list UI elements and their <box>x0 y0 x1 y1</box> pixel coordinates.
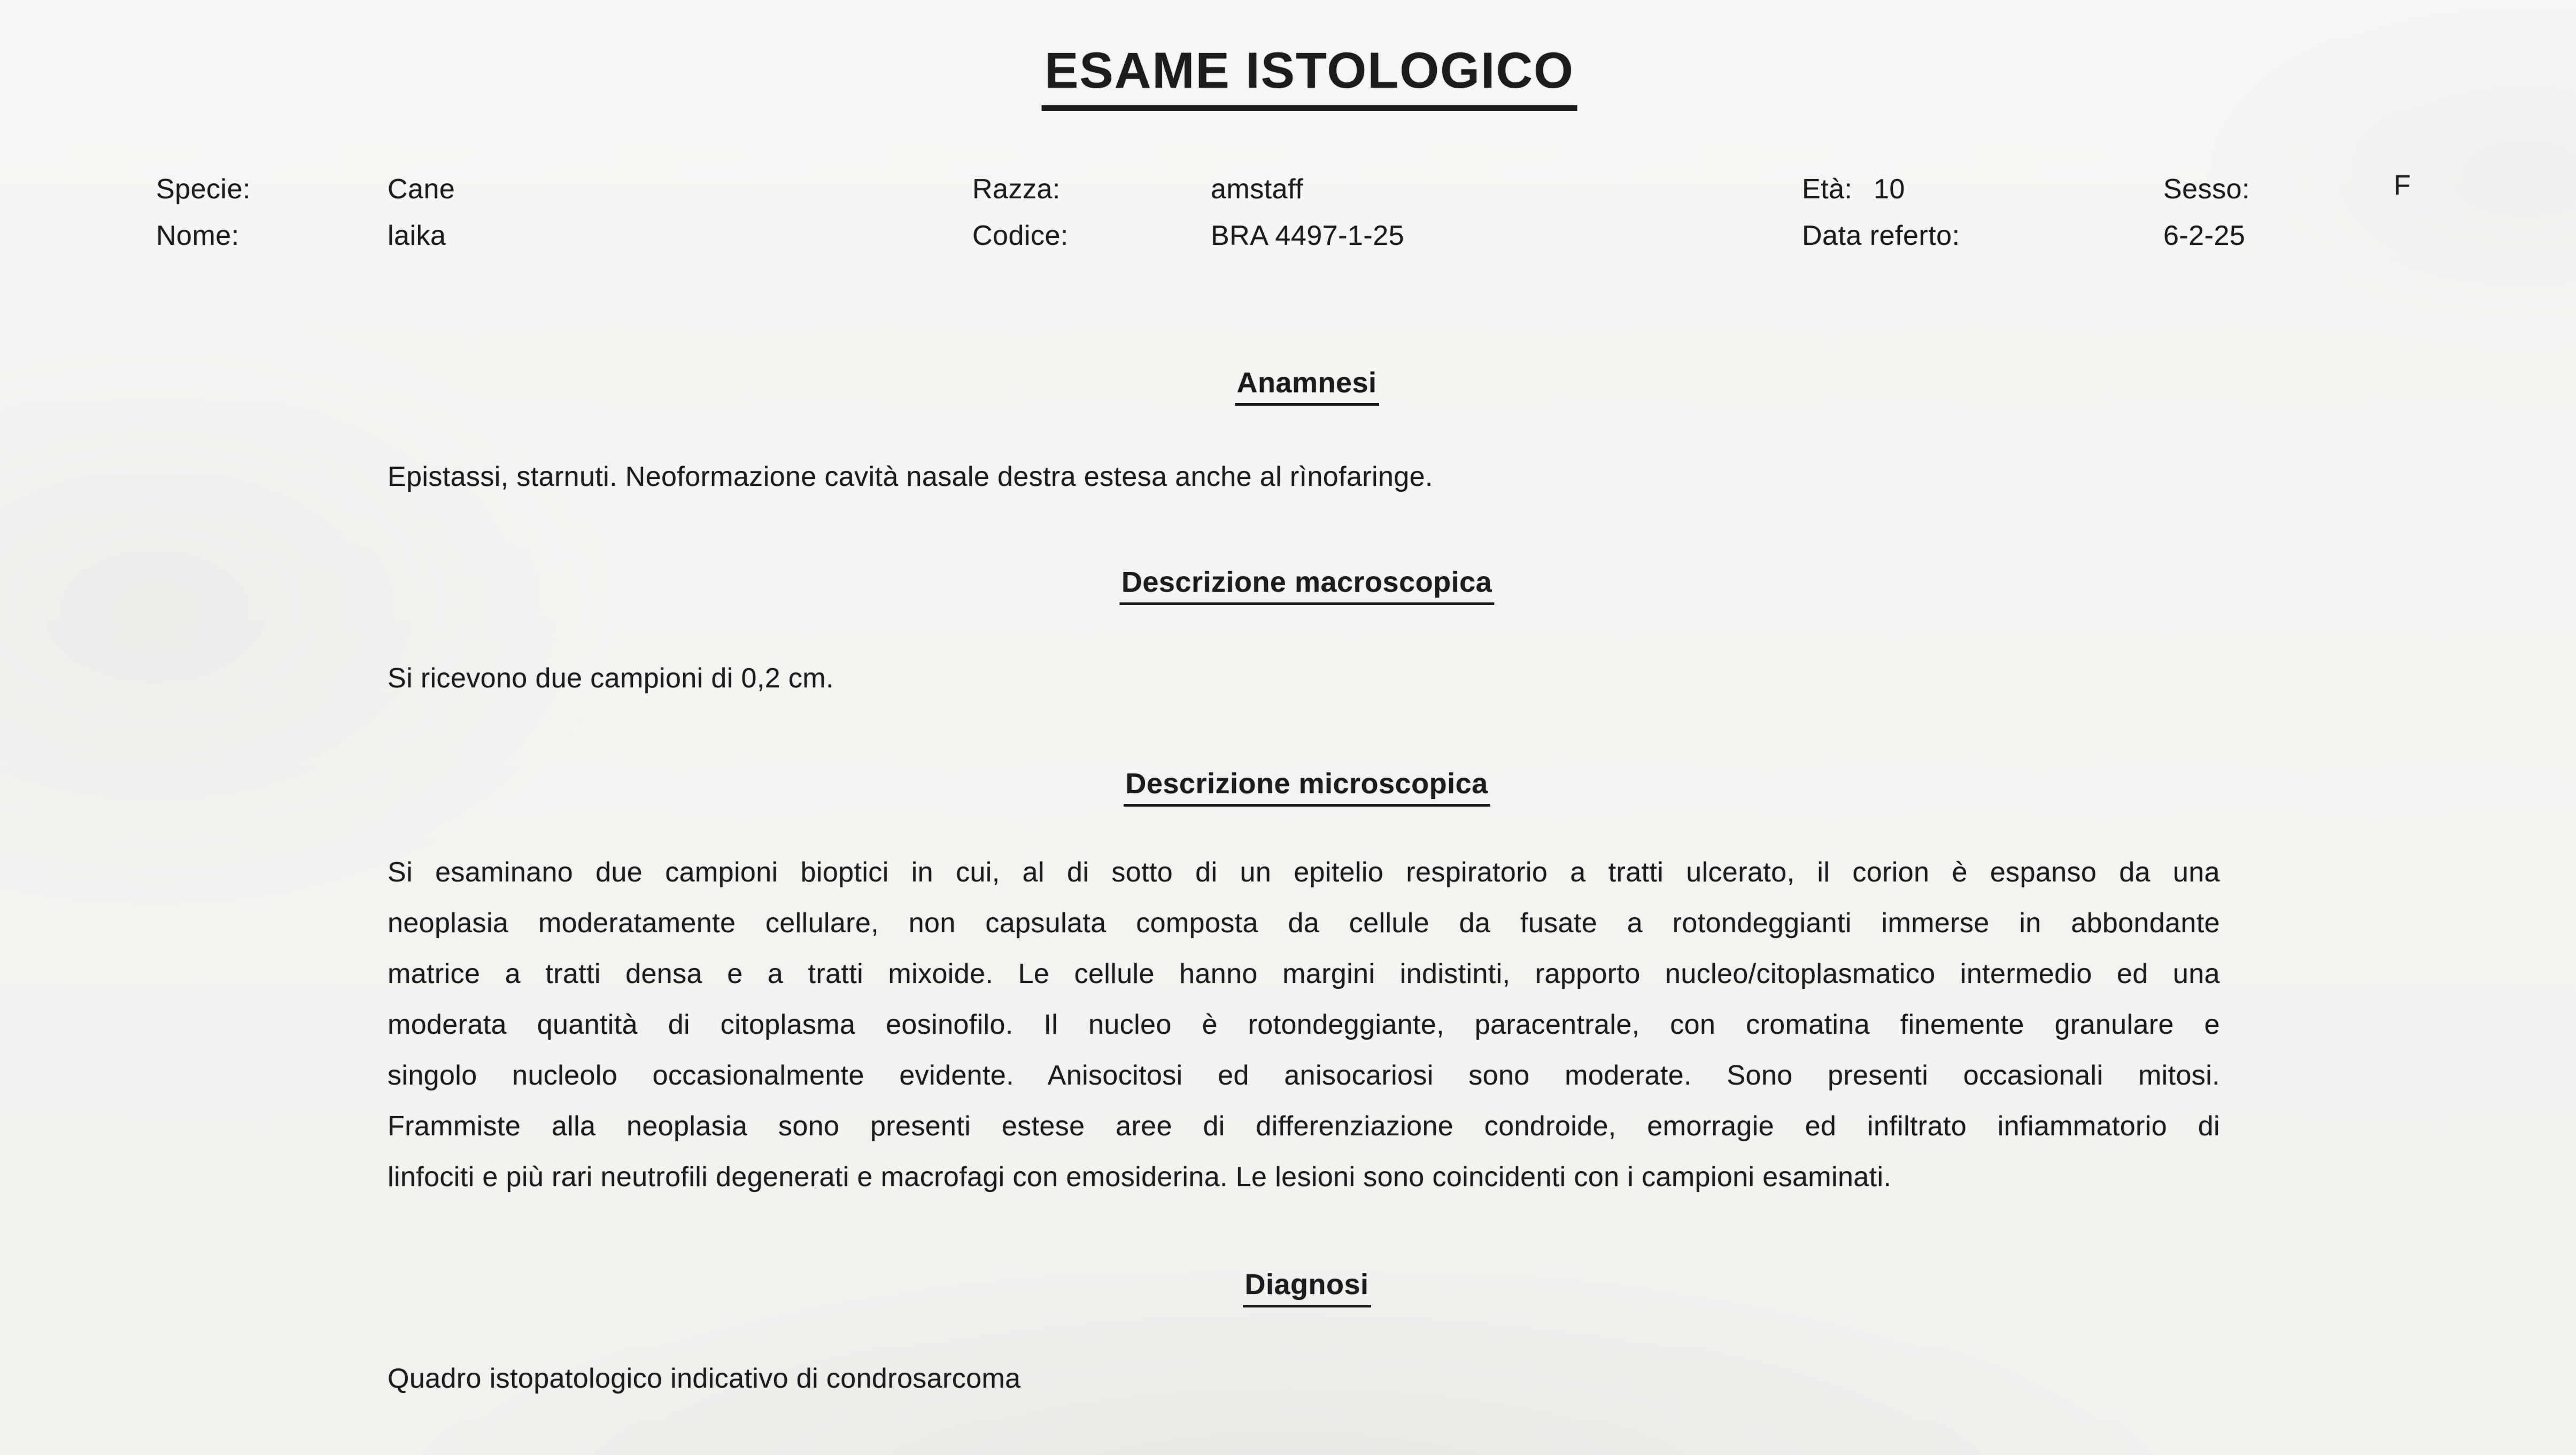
descrizione-macroscopica-body: Si ricevono due campioni di 0,2 cm. <box>388 663 834 694</box>
field-codice-label: Codice: <box>972 220 1069 251</box>
microscopica-line: linfociti e più rari neutrofili degenerati e macrofagi con emosiderina. Le lesioni sono coincidenti con i campioni esaminati. <box>388 1162 1892 1193</box>
field-data-referto-label: Data referto: <box>1802 220 1960 251</box>
microscopica-line: Si esaminano due campioni bioptici in cui, al di sotto di un epitelio respiratorio a tratti ulcerato, il corion è espanso da una <box>388 857 2220 888</box>
field-razza-value: amstaff <box>1211 174 1304 205</box>
anamnesi-heading: Anamnesi <box>1234 366 1379 406</box>
field-nome-label: Nome: <box>156 220 239 251</box>
microscopica-line: Frammiste alla neoplasia sono presenti estese aree di differenziazione condroide, emorragie ed infiltrato infiammatorio di <box>388 1111 2220 1142</box>
microscopica-line: matrice a tratti densa e a tratti mixoide. Le cellule hanno margini indistinti, rapporto nucleo/citoplasmatico intermedio ed una <box>388 958 2220 989</box>
descrizione-microscopica-heading: Descrizione microscopica <box>1123 767 1490 807</box>
report-title: ESAME ISTOLOGICO <box>1041 42 1577 111</box>
field-nome-value: laika <box>388 220 446 251</box>
field-sesso-label: Sesso: <box>2163 174 2250 205</box>
field-data-referto-value: 6-2-25 <box>2163 220 2246 251</box>
diagnosi-heading: Diagnosi <box>1242 1268 1371 1307</box>
descrizione-microscopica-body <box>388 847 2220 1203</box>
field-eta-label: Età: <box>1802 174 1853 205</box>
field-sesso-value: F <box>2394 170 2411 201</box>
anamnesi-body: Epistassi, starnuti. Neoformazione cavità nasale destra estesa anche al rìnofaringe. <box>388 461 1433 492</box>
microscopica-line: singolo nucleolo occasionalmente evidente. Anisocitosi ed anisocariosi sono moderate. Sono presenti occasionali mitosi. <box>388 1060 2220 1091</box>
diagnosi-body: Quadro istopatologico indicativo di condrosarcoma <box>388 1363 1021 1394</box>
field-specie-value: Cane <box>388 174 455 205</box>
field-eta-value: 10 <box>1874 174 1905 205</box>
descrizione-macroscopica-heading: Descrizione macroscopica <box>1119 566 1494 605</box>
field-razza-label: Razza: <box>972 174 1061 205</box>
microscopica-line: moderata quantità di citoplasma eosinofilo. Il nucleo è rotondeggiante, paracentrale, con cromatina finemente granulare e <box>388 1009 2220 1040</box>
field-specie-label: Specie: <box>156 174 251 205</box>
field-codice-value: BRA 4497-1-25 <box>1211 220 1405 251</box>
microscopica-line: neoplasia moderatamente cellulare, non capsulata composta da cellule da fusate a rotondeggianti immerse in abbondante <box>388 908 2220 939</box>
